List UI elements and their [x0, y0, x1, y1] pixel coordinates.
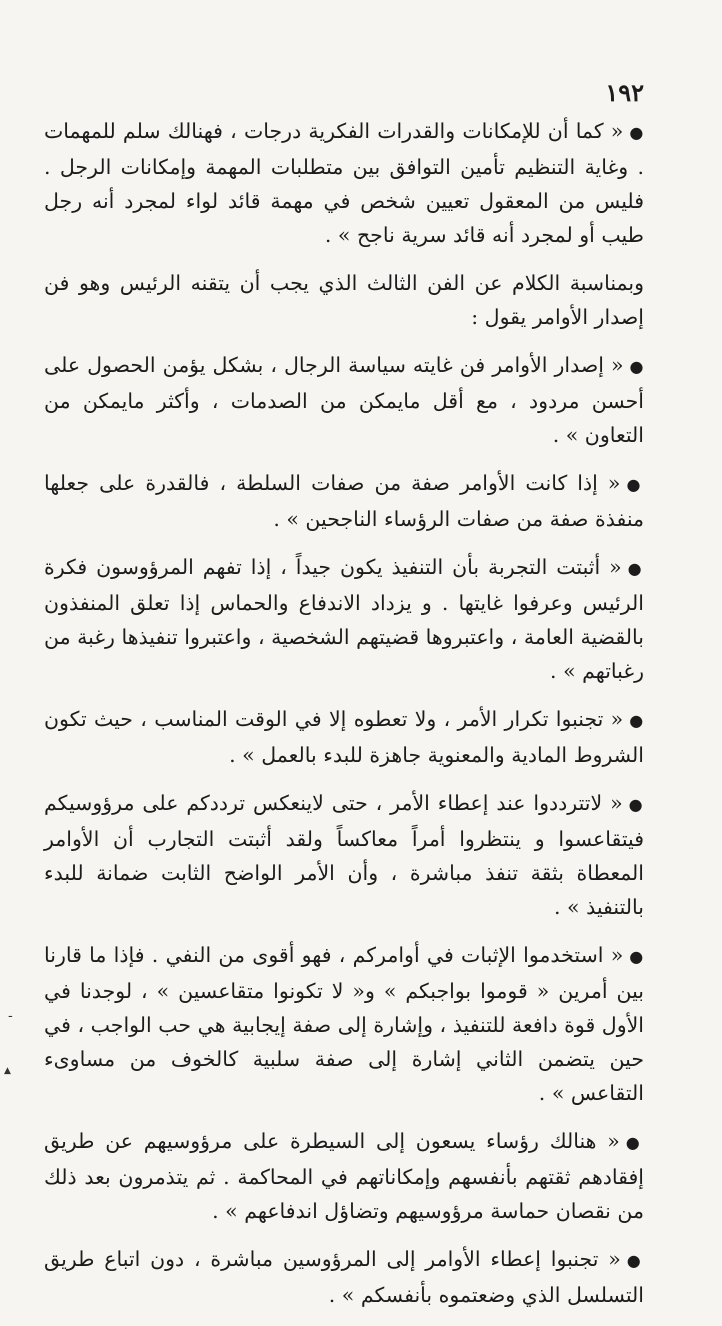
paragraph-text: وبمناسبة الكلام عن الفن الثالث الذي يجب أن يتقنه الرئيس وهو فن إصدار الأوامر يقول : [44, 271, 644, 329]
paragraph-text: « استخدموا الإثبات في أوامركم ، فهو أقوى من النفي . فإذا ما قارنا بين أمرين « قوموا بواجبكم » و« لا تكونوا متقاعسين » ، لوجدنا في الأول قوة دافعة للتنفيذ ، وإشارة إلى صفة إيجابية هي حب الواجب ، في حين يتضمن الثاني إشارة إلى صفة سلبية كالخوف من مساوىء التقاعس » . [44, 943, 644, 1105]
paragraph [44, 702, 644, 772]
bullet-icon: ● [628, 795, 644, 814]
paragraph-text: « أثبتت التجربة بأن التنفيذ يكون جيداً ، إذا تفهم المرؤوسون فكرة الرئيس وعرفوا غايتها . و يزداد الاندفاع والحماس إذا تعلق المنفذون بالقضية العامة ، واعتبروها قضيتهم الشخصية ، واعتبروا تنفيذها رغبة من رغباتهم » . [44, 555, 644, 683]
bullet-icon: ● [625, 1133, 645, 1152]
paragraph-text: « هنالك رؤساء يسعون إلى السيطرة على مرؤوسيهم عن طريق إفقادهم ثقتهم بأنفسهم وإمكاناتهم في المحاكمة . ثم يتذمرون بعد ذلك من نقصان حماسة مرؤوسيهم وتضاؤل اندفاعهم » . [44, 1129, 644, 1223]
paragraph-text: « إذا كانت الأوامر صفة من صفات السلطة ، فالقدرة على جعلها منفذة صفة من صفات الرؤساء الناجحين » . [44, 471, 644, 531]
paragraph [44, 114, 644, 252]
bullet-icon: ● [629, 947, 644, 966]
paragraph [44, 1242, 644, 1312]
bullet-icon: ● [627, 559, 644, 578]
paragraph-text: « تجنبوا تكرار الأمر ، ولا تعطوه إلا في الوقت المناسب ، حيث تكون الشروط المادية والمعنوية جاهزة للبدء بالعمل » . [44, 707, 644, 767]
paragraph [44, 1124, 644, 1228]
bullet-icon: ● [629, 357, 644, 376]
margin-arrow-mark: ▲ [4, 1066, 11, 1076]
page-body [44, 114, 644, 1326]
bullet-icon: ● [626, 475, 644, 494]
paragraph [44, 786, 644, 924]
bullet-icon: ● [626, 1251, 644, 1270]
paragraph-text: « تجنبوا إعطاء الأوامر إلى المرؤوسين مباشرة ، دون اتباع طريق التسلسل الذي وضعتموه بأنفسكم » . [44, 1247, 644, 1307]
paragraph [44, 938, 644, 1110]
paragraph-text: « كما أن للإمكانات والقدرات الفكرية درجات ، فهنالك سلم للمهمات . وغاية التنظيم تأمين التوافق بين متطلبات المهمة وإمكانات الرجل . فليس من المعقول تعيين شخص في مهمة قائد لواء لمجرد أنه رجل طيب أو لمجرد أنه قائد سرية ناجح » . [44, 119, 644, 247]
paragraph [44, 266, 644, 334]
paragraph [44, 550, 644, 688]
margin-dash-mark: - [8, 1008, 13, 1024]
paragraph-text: « لاتترددوا عند إعطاء الأمر ، حتى لاينعكس ترددكم على مرؤوسيكم فيتقاعسوا و ينتظروا أمراً معاكساً ولقد أثبتت التجارب أن الأوامر المعطاة بثقة تنفذ مباشرة ، وأن الأمر الواضح الثابت ضمانة للبدء بالتنفيذ » . [44, 791, 645, 919]
paragraph-text: « إصدار الأوامر فن غايته سياسة الرجال ، بشكل يؤمن الحصول على أحسن مردود ، مع أقل مايمكن من الصدمات ، وأكثر مايمكن من التعاون » . [44, 353, 644, 447]
page-number: ١٩٢ [605, 78, 644, 107]
paragraph [44, 348, 644, 452]
bullet-icon: ● [629, 711, 644, 730]
paragraph [44, 466, 644, 536]
bullet-icon: ● [629, 123, 645, 142]
